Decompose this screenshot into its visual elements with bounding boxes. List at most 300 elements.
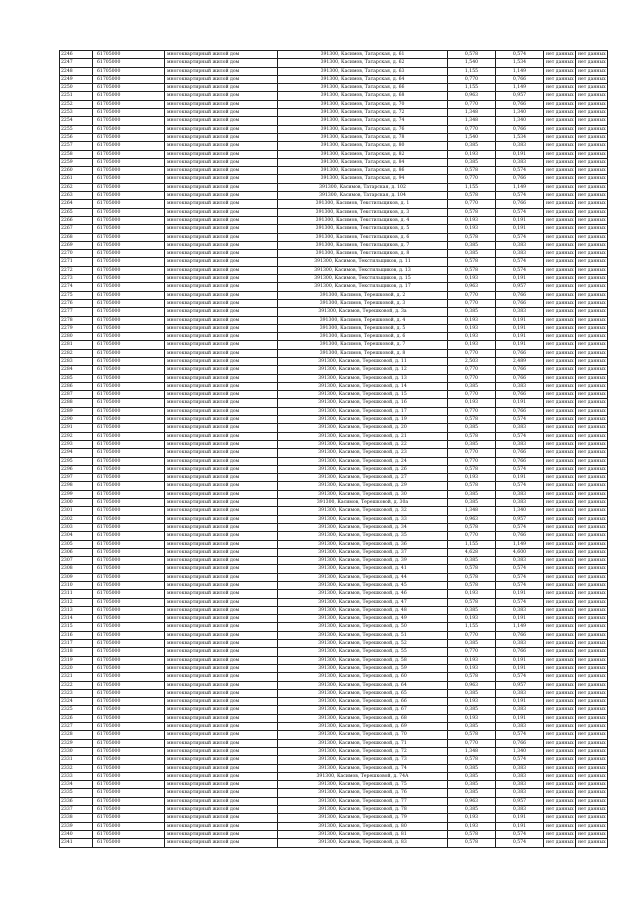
oktmo-code-cell: 61705000 (93, 275, 165, 283)
building-type-cell: многоквартирный жилой дом (165, 615, 278, 623)
address-cell: 391300, Касимов, Терешковой, д. 12 (278, 366, 448, 374)
status-2-cell: нет данных (576, 490, 608, 498)
status-2-cell: нет данных (576, 814, 608, 822)
table-row (60, 515, 608, 523)
row-number-cell: 2293 (60, 440, 93, 448)
table-row (60, 225, 608, 233)
row-number-cell: 2292 (60, 432, 93, 440)
building-type-cell: многоквартирный жилой дом (165, 540, 278, 548)
value-2-cell: 0,574 (496, 523, 544, 531)
table-row (60, 299, 608, 307)
row-number-cell: 2252 (60, 100, 93, 108)
building-type-cell: многоквартирный жилой дом (165, 233, 278, 241)
value-2-cell: 0,574 (496, 573, 544, 581)
address-cell: 391300, Касимов, Терешковой, д. 36 (278, 540, 448, 548)
building-type-cell: многоквартирный жилой дом (165, 515, 278, 523)
value-1-cell: 0,770 (448, 391, 496, 399)
address-cell: 391300, Касимов, Терешковой, д. 73 (278, 756, 448, 764)
status-1-cell: нет данных (544, 615, 576, 623)
status-1-cell: нет данных (544, 565, 576, 573)
building-type-cell: многоквартирный жилой дом (165, 299, 278, 307)
value-2-cell: 0,574 (496, 756, 544, 764)
status-2-cell: нет данных (576, 664, 608, 672)
table-row (60, 540, 608, 548)
row-number-cell: 2280 (60, 333, 93, 341)
oktmo-code-cell: 61705000 (93, 631, 165, 639)
status-1-cell: нет данных (544, 192, 576, 200)
status-2-cell: нет данных (576, 465, 608, 473)
status-1-cell: нет данных (544, 830, 576, 838)
table-row (60, 51, 608, 59)
address-cell: 391300, Касимов, Терешковой, д. 45 (278, 582, 448, 590)
table-row (60, 150, 608, 158)
row-number-cell: 2267 (60, 225, 93, 233)
status-1-cell: нет данных (544, 158, 576, 166)
status-1-cell: нет данных (544, 416, 576, 424)
row-number-cell: 2308 (60, 565, 93, 573)
value-1-cell: 0,385 (448, 490, 496, 498)
oktmo-code-cell: 61705000 (93, 125, 165, 133)
row-number-cell: 2249 (60, 75, 93, 83)
oktmo-code-cell: 61705000 (93, 590, 165, 598)
oktmo-code-cell: 61705000 (93, 100, 165, 108)
status-1-cell: нет данных (544, 582, 576, 590)
table-row (60, 664, 608, 672)
table-row (60, 416, 608, 424)
oktmo-code-cell: 61705000 (93, 789, 165, 797)
row-number-cell: 2337 (60, 806, 93, 814)
address-cell: 391300, Касимов, Терешковой, д. 26 (278, 465, 448, 473)
status-2-cell: нет данных (576, 499, 608, 507)
oktmo-code-cell: 61705000 (93, 482, 165, 490)
value-2-cell: 0,574 (496, 482, 544, 490)
address-cell: 391300, Касимов, Терешковой, д. 27 (278, 474, 448, 482)
oktmo-code-cell: 61705000 (93, 822, 165, 830)
building-type-cell: многоквартирный жилой дом (165, 291, 278, 299)
address-cell: 391300, Касимов, Текстильщиков, д. 7 (278, 241, 448, 249)
status-2-cell: нет данных (576, 565, 608, 573)
status-1-cell: нет данных (544, 781, 576, 789)
oktmo-code-cell: 61705000 (93, 117, 165, 125)
status-1-cell: нет данных (544, 673, 576, 681)
address-cell: 391300, Касимов, Татарская, д. 64 (278, 75, 448, 83)
oktmo-code-cell: 61705000 (93, 233, 165, 241)
status-2-cell: нет данных (576, 615, 608, 623)
table-row (60, 523, 608, 531)
status-1-cell: нет данных (544, 731, 576, 739)
address-cell: 391300, Касимов, Текстильщиков, д. 6 (278, 233, 448, 241)
value-2-cell: 0,383 (496, 308, 544, 316)
value-2-cell: 0,957 (496, 283, 544, 291)
value-1-cell: 0,193 (448, 216, 496, 224)
building-type-cell: многоквартирный жилой дом (165, 781, 278, 789)
oktmo-code-cell: 61705000 (93, 698, 165, 706)
value-2-cell: 0,766 (496, 349, 544, 357)
oktmo-code-cell: 61705000 (93, 75, 165, 83)
value-2-cell: 0,383 (496, 689, 544, 697)
table-row (60, 258, 608, 266)
oktmo-code-cell: 61705000 (93, 67, 165, 75)
status-1-cell: нет данных (544, 324, 576, 332)
status-1-cell: нет данных (544, 606, 576, 614)
row-number-cell: 2289 (60, 407, 93, 415)
value-1-cell: 0,385 (448, 424, 496, 432)
row-number-cell: 2305 (60, 540, 93, 548)
status-2-cell: нет данных (576, 689, 608, 697)
status-1-cell: нет данных (544, 167, 576, 175)
value-2-cell: 0,383 (496, 499, 544, 507)
address-cell: 391300, Касимов, Текстильщиков, д. 1 (278, 200, 448, 208)
value-1-cell: 0,770 (448, 299, 496, 307)
oktmo-code-cell: 61705000 (93, 51, 165, 59)
building-type-cell: многоквартирный жилой дом (165, 532, 278, 540)
address-cell: 391300, Касимов, Терешковой, д. 16 (278, 399, 448, 407)
status-1-cell: нет данных (544, 316, 576, 324)
value-2-cell: 0,957 (496, 797, 544, 805)
row-number-cell: 2331 (60, 756, 93, 764)
value-2-cell: 0,574 (496, 731, 544, 739)
building-type-cell: многоквартирный жилой дом (165, 225, 278, 233)
status-1-cell: нет данных (544, 333, 576, 341)
status-2-cell: нет данных (576, 84, 608, 92)
table-row (60, 507, 608, 515)
row-number-cell: 2248 (60, 67, 93, 75)
value-1-cell: 0,770 (448, 100, 496, 108)
oktmo-code-cell: 61705000 (93, 623, 165, 631)
status-1-cell: нет данных (544, 573, 576, 581)
oktmo-code-cell: 61705000 (93, 739, 165, 747)
value-1-cell: 0,385 (448, 499, 496, 507)
table-row (60, 839, 608, 847)
row-number-cell: 2318 (60, 648, 93, 656)
address-cell: 391300, Касимов, Терешковой, д. 34 (278, 523, 448, 531)
row-number-cell: 2314 (60, 615, 93, 623)
status-1-cell: нет данных (544, 681, 576, 689)
status-1-cell: нет данных (544, 822, 576, 830)
status-1-cell: нет данных (544, 797, 576, 805)
table-row (60, 142, 608, 150)
status-1-cell: нет данных (544, 92, 576, 100)
address-cell: 391300, Касимов, Татарская, д. 76 (278, 125, 448, 133)
row-number-cell: 2319 (60, 656, 93, 664)
table-row (60, 275, 608, 283)
value-1-cell: 0,385 (448, 440, 496, 448)
status-1-cell: нет данных (544, 241, 576, 249)
row-number-cell: 2307 (60, 557, 93, 565)
address-cell: 391300, Касимов, Татарская, д. 63 (278, 67, 448, 75)
status-2-cell: нет данных (576, 474, 608, 482)
document-page (59, 50, 607, 848)
status-1-cell: нет данных (544, 225, 576, 233)
table-row (60, 192, 608, 200)
table-row (60, 241, 608, 249)
building-type-cell: многоквартирный жилой дом (165, 250, 278, 258)
value-1-cell: 1,155 (448, 623, 496, 631)
value-2-cell: 0,574 (496, 565, 544, 573)
oktmo-code-cell: 61705000 (93, 225, 165, 233)
table-row (60, 706, 608, 714)
building-type-cell: многоквартирный жилой дом (165, 440, 278, 448)
status-2-cell: нет данных (576, 706, 608, 714)
building-type-cell: многоквартирный жилой дом (165, 822, 278, 830)
table-row (60, 747, 608, 755)
table-row (60, 739, 608, 747)
building-type-cell: многоквартирный жилой дом (165, 51, 278, 59)
value-1-cell: 0,578 (448, 598, 496, 606)
row-number-cell: 2298 (60, 482, 93, 490)
row-number-cell: 2276 (60, 299, 93, 307)
building-type-cell: многоквартирный жилой дом (165, 490, 278, 498)
status-2-cell: нет данных (576, 291, 608, 299)
row-number-cell: 2340 (60, 830, 93, 838)
row-number-cell: 2284 (60, 366, 93, 374)
value-2-cell: 0,574 (496, 51, 544, 59)
row-number-cell: 2287 (60, 391, 93, 399)
oktmo-code-cell: 61705000 (93, 382, 165, 390)
building-type-cell: многоквартирный жилой дом (165, 158, 278, 166)
oktmo-code-cell: 61705000 (93, 681, 165, 689)
status-2-cell: нет данных (576, 764, 608, 772)
status-2-cell: нет данных (576, 391, 608, 399)
building-type-cell: многоквартирный жилой дом (165, 216, 278, 224)
value-2-cell: 0,383 (496, 723, 544, 731)
oktmo-code-cell: 61705000 (93, 507, 165, 515)
value-1-cell: 0,578 (448, 523, 496, 531)
table-row (60, 183, 608, 191)
value-2-cell: 0,574 (496, 258, 544, 266)
row-number-cell: 2296 (60, 465, 93, 473)
address-cell: 391300, Касимов, Татарская, д. 66 (278, 84, 448, 92)
building-type-cell: многоквартирный жилой дом (165, 640, 278, 648)
address-cell: 391300, Касимов, Татарская, д. 102 (278, 183, 448, 191)
status-2-cell: нет данных (576, 598, 608, 606)
building-type-cell: многоквартирный жилой дом (165, 723, 278, 731)
row-number-cell: 2277 (60, 308, 93, 316)
address-cell: 391300, Касимов, Терешковой, д. 52 (278, 640, 448, 648)
table-row (60, 656, 608, 664)
value-2-cell: 0,574 (496, 598, 544, 606)
status-2-cell: нет данных (576, 208, 608, 216)
value-1-cell: 0,193 (448, 590, 496, 598)
row-number-cell: 2286 (60, 382, 93, 390)
status-1-cell: нет данных (544, 424, 576, 432)
value-2-cell: 0,383 (496, 806, 544, 814)
building-type-cell: многоквартирный жилой дом (165, 756, 278, 764)
value-1-cell: 0,193 (448, 698, 496, 706)
building-type-cell: многоквартирный жилой дом (165, 283, 278, 291)
row-number-cell: 2341 (60, 839, 93, 847)
table-row (60, 499, 608, 507)
address-cell: 391300, Касимов, Терешковой, д. 71 (278, 739, 448, 747)
value-2-cell: 0,191 (496, 814, 544, 822)
status-1-cell: нет данных (544, 540, 576, 548)
status-1-cell: нет данных (544, 465, 576, 473)
value-2-cell: 0,574 (496, 192, 544, 200)
status-2-cell: нет данных (576, 51, 608, 59)
status-2-cell: нет данных (576, 233, 608, 241)
row-number-cell: 2259 (60, 158, 93, 166)
oktmo-code-cell: 61705000 (93, 532, 165, 540)
status-2-cell: нет данных (576, 772, 608, 780)
status-2-cell: нет данных (576, 731, 608, 739)
table-row (60, 175, 608, 183)
table-row (60, 822, 608, 830)
row-number-cell: 2246 (60, 51, 93, 59)
value-1-cell: 0,193 (448, 341, 496, 349)
building-type-cell: многоквартирный жилой дом (165, 839, 278, 847)
status-1-cell: нет данных (544, 648, 576, 656)
status-2-cell: нет данных (576, 747, 608, 755)
value-1-cell: 0,193 (448, 316, 496, 324)
oktmo-code-cell: 61705000 (93, 391, 165, 399)
value-1-cell: 0,385 (448, 250, 496, 258)
status-2-cell: нет данных (576, 623, 608, 631)
address-cell: 391300, Касимов, Терешковой, д. 5 (278, 324, 448, 332)
address-cell: 391300, Касимов, Текстильщиков, д. 17 (278, 283, 448, 291)
row-number-cell: 2320 (60, 664, 93, 672)
address-cell: 391300, Касимов, Терешковой, д. 33 (278, 515, 448, 523)
value-2-cell: 1,149 (496, 67, 544, 75)
value-1-cell: 0,578 (448, 582, 496, 590)
building-type-cell: многоквартирный жилой дом (165, 656, 278, 664)
status-1-cell: нет данных (544, 839, 576, 847)
address-cell: 391300, Касимов, Терешковой, д. 23 (278, 449, 448, 457)
address-cell: 391300, Касимов, Терешковой, д. 20 (278, 424, 448, 432)
oktmo-code-cell: 61705000 (93, 731, 165, 739)
address-cell: 391300, Касимов, Терешковой, д. 64 (278, 681, 448, 689)
status-2-cell: нет данных (576, 806, 608, 814)
table-row (60, 349, 608, 357)
status-2-cell: нет данных (576, 573, 608, 581)
oktmo-code-cell: 61705000 (93, 772, 165, 780)
address-cell: 391300, Касимов, Терешковой, д. 51 (278, 631, 448, 639)
building-type-cell: многоквартирный жилой дом (165, 648, 278, 656)
value-2-cell: 0,957 (496, 92, 544, 100)
status-2-cell: нет данных (576, 532, 608, 540)
value-2-cell: 0,574 (496, 432, 544, 440)
status-2-cell: нет данных (576, 167, 608, 175)
status-2-cell: нет данных (576, 416, 608, 424)
status-2-cell: нет данных (576, 241, 608, 249)
table-row (60, 590, 608, 598)
status-1-cell: нет данных (544, 366, 576, 374)
status-1-cell: нет данных (544, 698, 576, 706)
oktmo-code-cell: 61705000 (93, 440, 165, 448)
row-number-cell: 2265 (60, 208, 93, 216)
building-type-cell: многоквартирный жилой дом (165, 673, 278, 681)
value-1-cell: 0,193 (448, 714, 496, 722)
address-cell: 391300, Касимов, Терешковой, д. 72 (278, 747, 448, 755)
row-number-cell: 2257 (60, 142, 93, 150)
value-1-cell: 0,193 (448, 225, 496, 233)
address-cell: 391300, Касимов, Татарская, д. 80 (278, 142, 448, 150)
value-2-cell: 1,340 (496, 109, 544, 117)
value-1-cell: 0,385 (448, 606, 496, 614)
table-row (60, 250, 608, 258)
value-2-cell: 0,191 (496, 698, 544, 706)
status-2-cell: нет данных (576, 324, 608, 332)
oktmo-code-cell: 61705000 (93, 664, 165, 672)
building-type-cell: многоквартирный жилой дом (165, 125, 278, 133)
building-type-cell: многоквартирный жилой дом (165, 416, 278, 424)
status-2-cell: нет данных (576, 407, 608, 415)
status-1-cell: нет данных (544, 67, 576, 75)
value-1-cell: 0,385 (448, 557, 496, 565)
status-1-cell: нет данных (544, 391, 576, 399)
status-2-cell: нет данных (576, 382, 608, 390)
table-row (60, 830, 608, 838)
table-row (60, 440, 608, 448)
table-row (60, 474, 608, 482)
address-cell: 391300, Касимов, Терешковой, д. 59 (278, 664, 448, 672)
address-cell: 391300, Касимов, Терешковой, д. 58 (278, 656, 448, 664)
value-2-cell: 0,766 (496, 100, 544, 108)
value-1-cell: 0,770 (448, 200, 496, 208)
value-2-cell: 1,340 (496, 507, 544, 515)
building-type-cell: многоквартирный жилой дом (165, 573, 278, 581)
table-row (60, 158, 608, 166)
value-1-cell: 0,193 (448, 474, 496, 482)
status-2-cell: нет данных (576, 158, 608, 166)
status-2-cell: нет данных (576, 723, 608, 731)
status-2-cell: нет данных (576, 374, 608, 382)
value-2-cell: 0,191 (496, 216, 544, 224)
building-type-cell: многоквартирный жилой дом (165, 590, 278, 598)
building-type-cell: многоквартирный жилой дом (165, 167, 278, 175)
oktmo-code-cell: 61705000 (93, 764, 165, 772)
value-2-cell: 0,957 (496, 515, 544, 523)
status-1-cell: нет данных (544, 109, 576, 117)
address-cell: 391300, Касимов, Терешковой, д. 41 (278, 565, 448, 573)
value-1-cell: 0,578 (448, 673, 496, 681)
address-cell: 391300, Касимов, Татарская, д. 68 (278, 92, 448, 100)
oktmo-code-cell: 61705000 (93, 565, 165, 573)
value-2-cell: 0,574 (496, 266, 544, 274)
building-type-cell: многоквартирный жилой дом (165, 266, 278, 274)
status-2-cell: нет данных (576, 482, 608, 490)
status-2-cell: нет данных (576, 548, 608, 556)
row-number-cell: 2255 (60, 125, 93, 133)
address-cell: 391300, Касимов, Терешковой, д. 39 (278, 557, 448, 565)
status-1-cell: нет данных (544, 233, 576, 241)
value-2-cell: 0,766 (496, 457, 544, 465)
address-cell: 391300, Касимов, Текстильщиков, д. 4 (278, 216, 448, 224)
status-2-cell: нет данных (576, 150, 608, 158)
value-1-cell: 0,770 (448, 407, 496, 415)
status-2-cell: нет данных (576, 133, 608, 141)
value-1-cell: 0,385 (448, 806, 496, 814)
building-type-cell: многоквартирный жилой дом (165, 606, 278, 614)
oktmo-code-cell: 61705000 (93, 806, 165, 814)
status-2-cell: нет данных (576, 100, 608, 108)
building-type-cell: многоквартирный жилой дом (165, 192, 278, 200)
status-1-cell: нет данных (544, 258, 576, 266)
value-2-cell: 0,191 (496, 341, 544, 349)
building-type-cell: многоквартирный жилой дом (165, 84, 278, 92)
table-row (60, 756, 608, 764)
oktmo-code-cell: 61705000 (93, 308, 165, 316)
status-2-cell: нет данных (576, 109, 608, 117)
value-2-cell: 0,574 (496, 208, 544, 216)
oktmo-code-cell: 61705000 (93, 241, 165, 249)
value-1-cell: 0,578 (448, 830, 496, 838)
value-1-cell: 0,578 (448, 258, 496, 266)
value-2-cell: 0,574 (496, 465, 544, 473)
oktmo-code-cell: 61705000 (93, 266, 165, 274)
status-2-cell: нет данных (576, 225, 608, 233)
address-cell: 391300, Касимов, Терешковой, д. 77 (278, 797, 448, 805)
value-1-cell: 1,155 (448, 84, 496, 92)
